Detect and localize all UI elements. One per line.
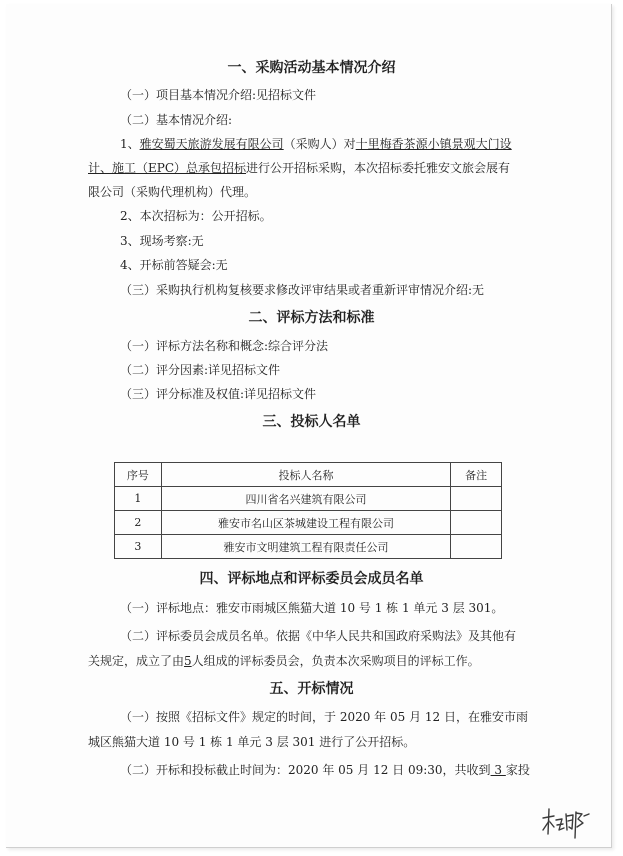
row-bidder-name: 四川省名兴建筑有限公司 — [161, 487, 450, 511]
s1-p3-mid: （采购人）对 — [283, 137, 356, 151]
row-index: 1 — [115, 487, 162, 511]
bidder-table — [114, 462, 502, 559]
s1-p3-prefix: 1、 — [120, 137, 140, 151]
table-row — [115, 487, 502, 511]
row-index: 3 — [115, 535, 162, 559]
s5-p2: 城区熊猫大道 10 号 1 栋 1 单元 3 层 301 进行了公开招标。 — [88, 735, 416, 749]
header-remark: 备注 — [451, 463, 502, 487]
s4-p3-prefix: 关规定，成立了由 — [88, 654, 185, 668]
row-bidder-name: 雅安市名山区茶城建设工程有限公司 — [161, 511, 450, 535]
table-header-row — [115, 463, 502, 487]
s1-p1: （一）项目基本情况介绍:见招标文件 — [120, 88, 317, 102]
section-1-heading: 一、采购活动基本情况介绍 — [227, 60, 396, 76]
row-remark — [451, 535, 502, 559]
s1-p2: （二）基本情况介绍: — [120, 113, 233, 127]
handwritten-signature — [540, 804, 592, 844]
section-4-heading: 四、评标地点和评标委员会成员名单 — [199, 571, 424, 587]
s4-p3 — [88, 653, 480, 669]
s1-p8: 4、开标前答疑会:无 — [120, 258, 228, 272]
s1-p7: 3、现场考察:无 — [120, 234, 204, 248]
s5-p3-prefix: （二）开标和投标截止时间为：2020 年 05 月 12 日 09:30，共收到 — [120, 763, 491, 777]
bid-count: 3 — [490, 763, 506, 777]
buyer-name: 雅安蜀天旅游发展有限公司 — [139, 137, 284, 151]
s1-p9: （三）采购执行机构复核要求修改评审结果或者重新评审情况介绍:无 — [120, 283, 485, 297]
s2-p3: （三）评分标准及权值:详见招标文件 — [120, 387, 317, 401]
header-bidder-name: 投标人名称 — [161, 463, 450, 487]
s1-p4 — [88, 160, 510, 176]
s5-p3 — [120, 762, 530, 778]
row-remark — [451, 511, 502, 535]
s5-p3-suffix: 家投 — [505, 763, 530, 777]
s2-p2: （二）评分因素:详见招标文件 — [120, 363, 281, 377]
header-index: 序号 — [115, 463, 162, 487]
project-name-part-2: 计、施工（EPC）总承包招标 — [88, 161, 247, 175]
s4-p3-suffix: 人组成的评标委员会，负责本次采购项目的评标工作。 — [191, 654, 480, 668]
s1-p6: 2、本次招标为：公开招标。 — [120, 209, 272, 223]
s2-p1: （一）评标方法名称和概念:综合评分法 — [120, 339, 329, 353]
s1-p3 — [120, 136, 512, 152]
s5-p1: （一）按照《招标文件》规定的时间，于 2020 年 05 月 12 日，在雅安市雨 — [120, 710, 528, 724]
s4-p2: （二）评标委员会成员名单。依据《中华人民共和国政府采购法》及其他有 — [120, 629, 517, 643]
section-2-heading: 二、评标方法和标准 — [248, 310, 375, 326]
s1-p4-rest: 进行公开招标采购，本次招标委托雅安文旅会展有 — [246, 161, 511, 175]
project-name-part-1: 十里梅香茶源小镇景观大门设 — [355, 137, 512, 151]
section-5-heading: 五、开标情况 — [269, 681, 354, 697]
table-row — [115, 511, 502, 535]
row-bidder-name: 雅安市文明建筑工程有限责任公司 — [161, 535, 450, 559]
s4-p1: （一）评标地点：雅安市雨城区熊猫大道 10 号 1 栋 1 单元 3 层 301。 — [120, 601, 504, 615]
row-index: 2 — [115, 511, 162, 535]
row-remark — [451, 487, 502, 511]
section-3-heading: 三、投标人名单 — [262, 414, 361, 430]
committee-count: 5 — [184, 654, 192, 668]
table-row — [115, 535, 502, 559]
s1-p5: 限公司（采购代理机构）代理。 — [88, 185, 257, 199]
